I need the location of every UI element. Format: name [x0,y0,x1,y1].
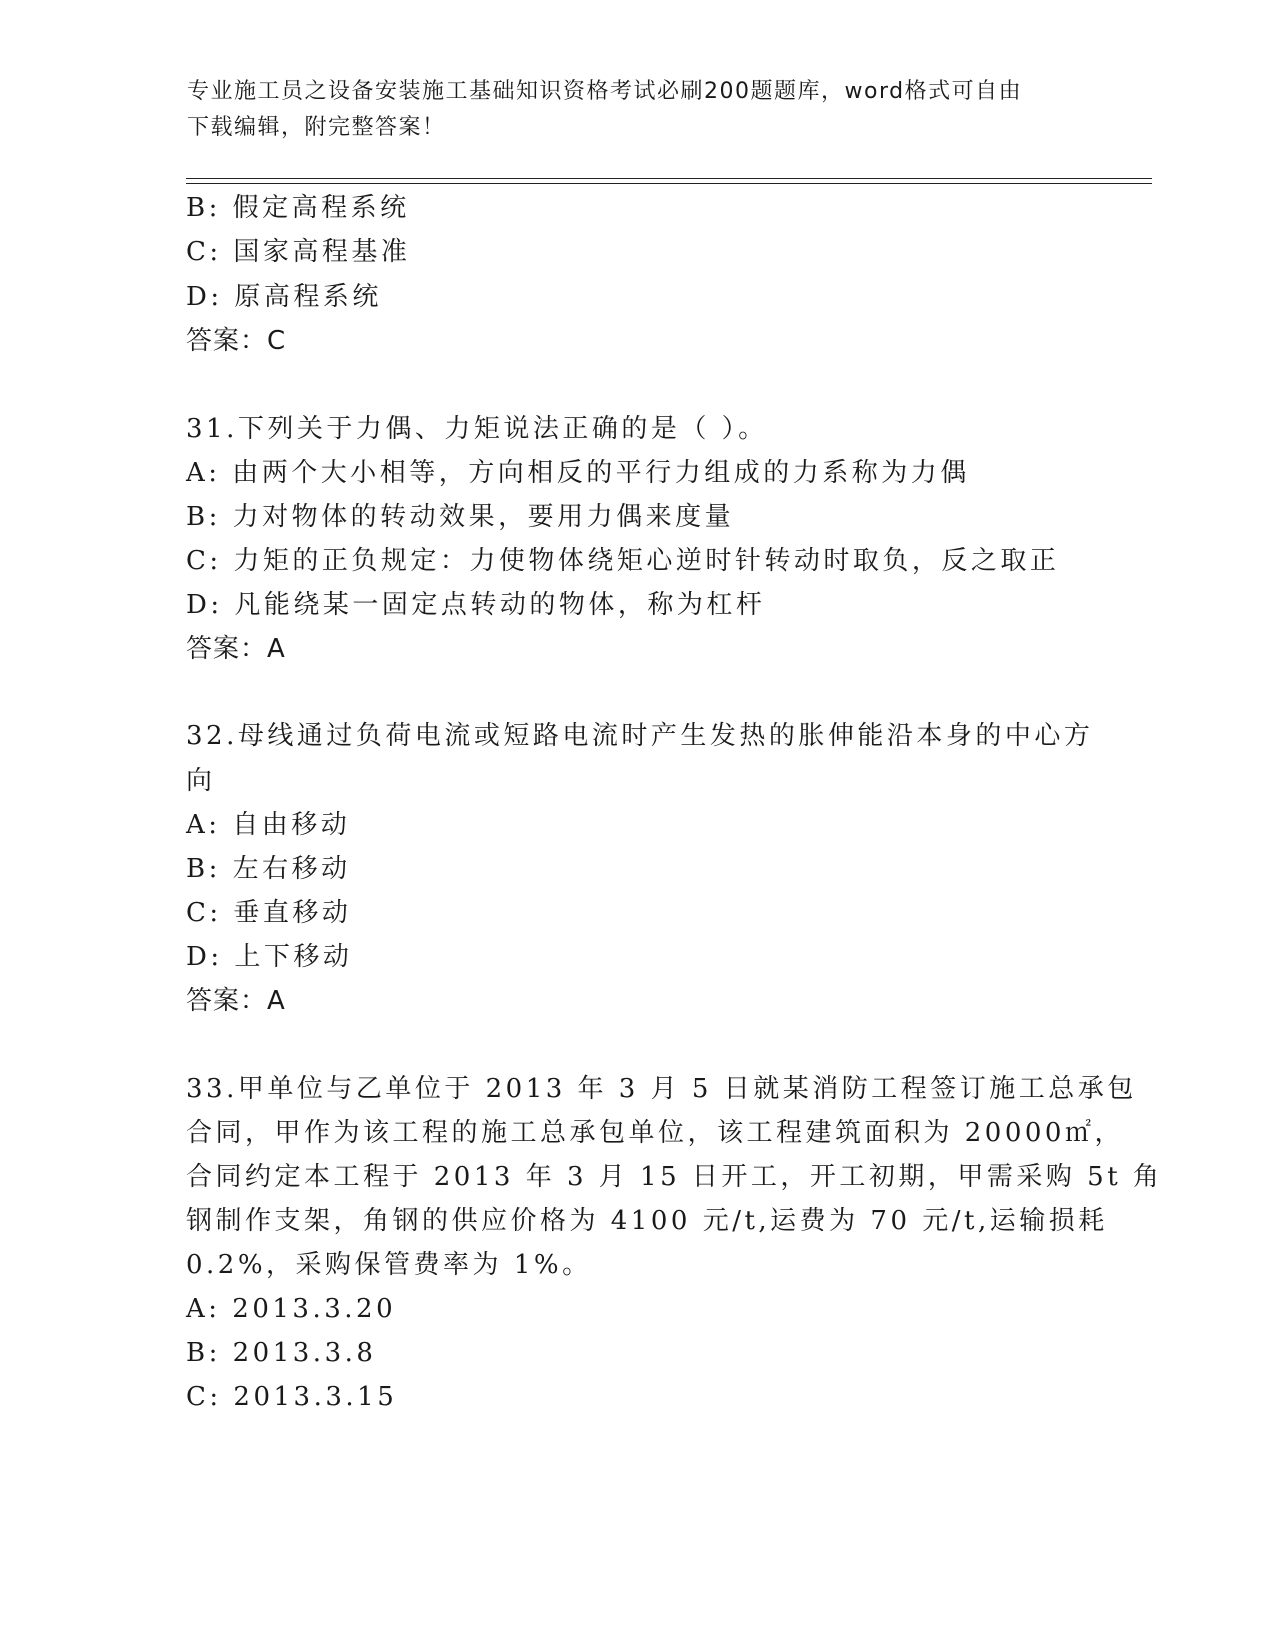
q33-option-c: C: 2013.3.15 [186,1382,398,1412]
q31-option-c: C: 力矩的正负规定：力使物体绕矩心逆时针转动时取负，反之取正 [186,546,1060,576]
header-divider-bottom [186,183,1152,184]
q30-option-d: D: 原高程系统 [186,282,382,312]
q33-stem-line-1: 33.甲单位与乙单位于 2013 年 3 月 5 日就某消防工程签订施工总承包 [186,1074,1137,1104]
q32-stem-line-1: 32.母线通过负荷电流或短路电流时产生发热的胀伸能沿本身的中心方 [186,721,1094,751]
q32-option-b: B: 左右移动 [186,854,351,884]
q31-option-b: B: 力对物体的转动效果，要用力偶来度量 [186,502,735,532]
q32-option-d: D: 上下移动 [186,942,353,972]
q31-option-a: A: 由两个大小相等，方向相反的平行力组成的力系称为力偶 [186,458,970,488]
q32-option-c: C: 垂直移动 [186,898,352,928]
q30-answer: 答案：C [186,326,287,356]
q33-option-a: A: 2013.3.20 [186,1294,397,1324]
header-divider-top [186,178,1152,179]
q33-stem-line-4: 钢制作支架，角钢的供应价格为 4100 元/t,运费为 70 元/t,运输损耗 [186,1206,1108,1236]
header-line-2: 下载编辑，附完整答案！ [187,115,446,140]
q30-option-c: C: 国家高程基准 [186,237,411,267]
q31-answer: 答案：A [186,634,286,664]
q33-stem-line-5: 0.2%，采购保管费率为 1%。 [186,1250,592,1280]
q32-answer: 答案：A [186,986,286,1016]
document-header [187,74,1087,146]
q32-stem-line-2: 向 [186,766,216,796]
q31-option-d: D: 凡能绕某一固定点转动的物体，称为杠杆 [186,590,766,620]
q33-stem-line-2: 合同，甲作为该工程的施工总承包单位，该工程建筑面积为 20000㎡， [186,1118,1124,1148]
q32-option-a: A: 自由移动 [186,810,351,840]
q33-option-b: B: 2013.3.8 [186,1338,377,1368]
q31-stem: 31.下列关于力偶、力矩说法正确的是（ ）。 [186,414,768,444]
header-line-1: 专业施工员之设备安装施工基础知识资格考试必刷200题题库，word格式可自由 [187,79,1023,104]
q33-stem-line-3: 合同约定本工程于 2013 年 3 月 15 日开工，开工初期，甲需采购 5t 角 [186,1162,1163,1192]
q30-option-b: B: 假定高程系统 [186,193,410,223]
